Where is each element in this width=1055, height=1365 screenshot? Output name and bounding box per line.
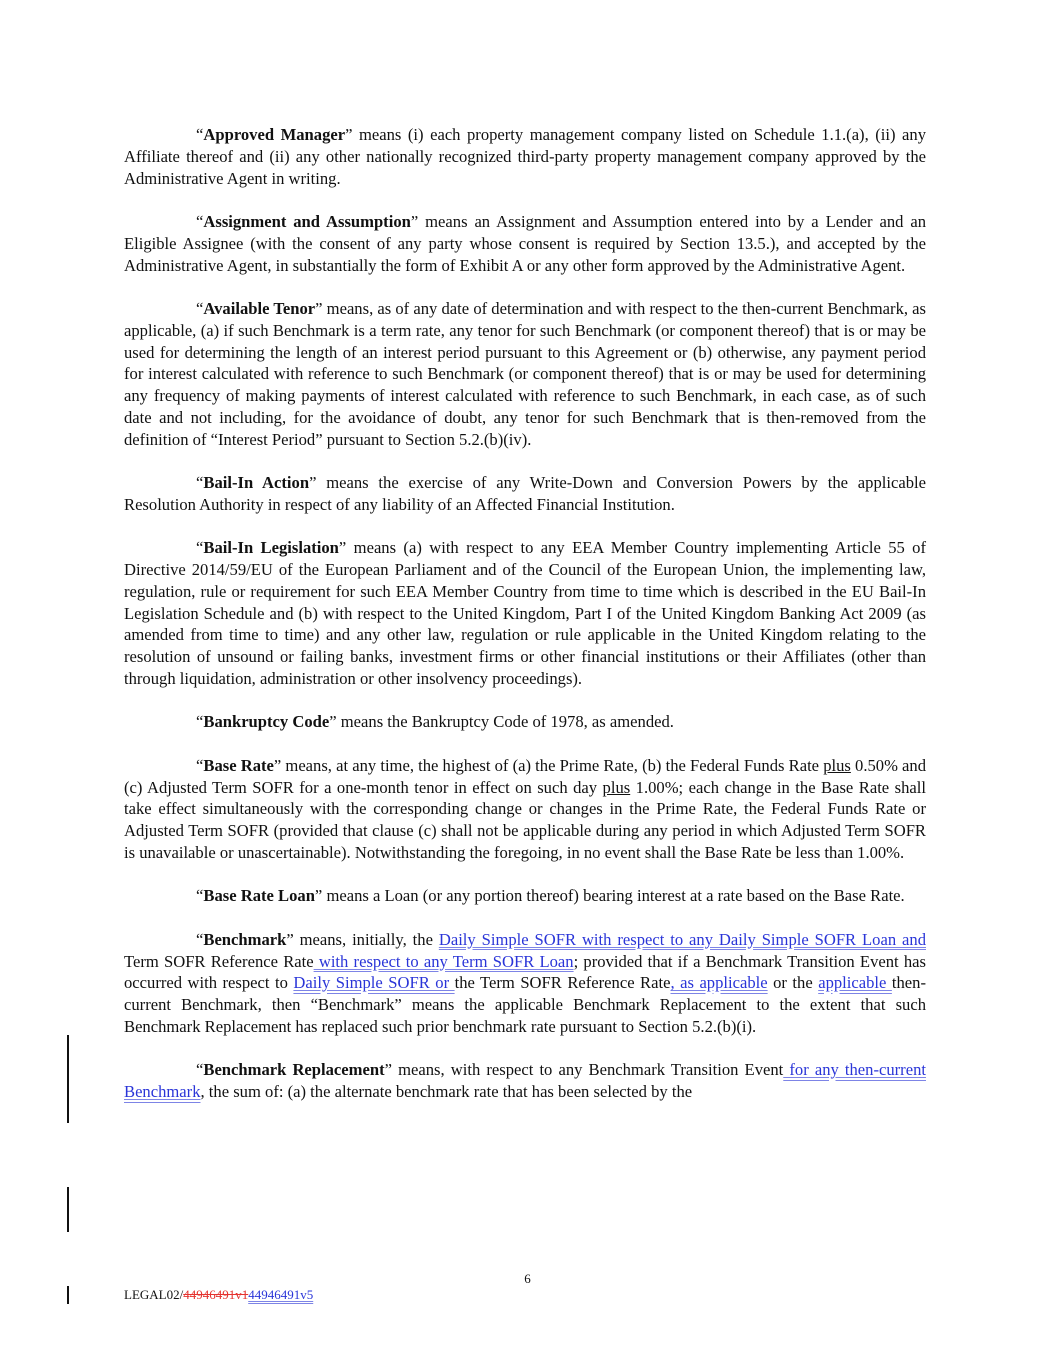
- definition-paragraph: [124, 755, 926, 864]
- close-quote: ”: [338, 538, 347, 558]
- defined-term: Benchmark Replacement: [203, 1060, 385, 1080]
- definition-paragraph: [124, 298, 926, 450]
- definition-text: means the exercise of any Write-Down and Conversion Powers by the applicable Resolution Authority in respect of any liability of an Affected Financial Institution.: [124, 473, 926, 514]
- open-quote: “: [196, 755, 204, 775]
- definition-text: means, as of any date of determination and with respect to the then-current Benchmark, as applicable, (a) if such Benchmark is a term rate, any tenor for such Benchmark (or component thereof) that is or may be used for determining the length of an interest period pursuant to this Agreement or (b) otherwise, any payment period for interest calculated with reference to such Benchmark (or component thereof) that is or may be used for determining any frequency of making payments of interest calculated with reference to such Benchmark, in each case, as of such date and not including, for the avoidance of doubt, any tenor for such Benchmark that is then-removed from the definition of “Interest Period” pursuant to Section 5.2.(b)(iv).: [124, 299, 927, 449]
- deleted-document-id: 44946491v1: [183, 1287, 249, 1302]
- change-bar: [67, 1035, 69, 1123]
- inserted-text: applicable: [818, 973, 892, 993]
- open-quote: “: [196, 299, 204, 318]
- definition-paragraph: [124, 472, 926, 516]
- definition-paragraph: [124, 211, 926, 276]
- defined-term: Benchmark: [203, 929, 287, 949]
- open-quote: “: [196, 473, 204, 492]
- defined-term: Bail-In Legislation: [203, 538, 339, 558]
- close-quote: ”: [286, 929, 294, 949]
- close-quote: ”: [314, 886, 323, 906]
- definition-text: or the: [767, 973, 819, 993]
- inserted-text: Daily Simple SOFR with respect to any Daily Simple SOFR Loan and: [438, 929, 926, 949]
- close-quote: ”: [345, 125, 353, 144]
- close-quote: ”: [309, 473, 317, 492]
- definition-text: then-current Benchmark, then “Benchmark” means the applicable Benchmark Replacement to the extent that such Benchmark Replacement has replaced such prior benchmark rate pursuant to Section 5.2.(b)(i).: [124, 973, 926, 1036]
- definition-text: Term SOFR Reference Rate: [124, 951, 314, 971]
- definition-text: means (i) each property management company listed on Schedule 1.1.(a), (ii) any Affiliate thereof and (ii) any other nationally recognized third-party property management company approved by the Administrative Agent in writing.: [124, 125, 926, 188]
- defined-term: Base Rate: [203, 755, 274, 775]
- definition-text: ; provided that if a Benchmark Transition Event has occurred with respect to: [124, 951, 926, 993]
- change-bar: [67, 1187, 69, 1232]
- definition-paragraph: [124, 929, 926, 1038]
- page-number: 6: [524, 1271, 531, 1286]
- close-quote: ”: [410, 212, 419, 231]
- definition-paragraph: [124, 885, 926, 907]
- definition-text: means, at any time, the highest of (a) the Prime Rate, (b) the Federal Funds Rate: [281, 755, 824, 775]
- definition-text: means a Loan (or any portion thereof) bearing interest at a rate based on the Base Rate.: [322, 886, 905, 906]
- inserted-text: for any then-current Benchmark: [124, 1060, 926, 1101]
- definition-paragraph: [124, 711, 926, 733]
- defined-term: Bankruptcy Code: [203, 712, 330, 732]
- defined-term: Assignment and Assumption: [203, 212, 411, 231]
- definition-paragraph: [124, 124, 926, 189]
- defined-term: Available Tenor: [203, 299, 316, 318]
- open-quote: “: [196, 929, 204, 949]
- inserted-text: with respect to any Term SOFR Loan: [313, 951, 574, 971]
- definition-text: means an Assignment and Assumption entered into by a Lender and an Eligible Assignee (with the consent of any party whose consent is required by Section 13.5.), and accepted by the Administrative Agent, in substantially the form of Exhibit A or any other form approved by the Administrative Agent.: [124, 212, 927, 275]
- definition-text: 0.50% and (c) Adjusted Term SOFR for a one-month tenor in effect on such day: [124, 755, 926, 797]
- definition-text: means the Bankruptcy Code of 1978, as amended.: [336, 712, 674, 732]
- close-quote: ”: [315, 299, 323, 318]
- open-quote: “: [196, 212, 204, 231]
- definition-text: , the sum of: (a) the alternate benchmark rate that has been selected by the: [200, 1082, 693, 1101]
- close-quote: ”: [273, 755, 282, 775]
- defined-term: Bail-In Action: [203, 473, 310, 492]
- document-id-prefix: LEGAL02/: [124, 1287, 184, 1302]
- open-quote: “: [196, 886, 204, 906]
- definition-text: the Term SOFR Reference Rate: [454, 973, 671, 993]
- close-quote: ”: [384, 1060, 392, 1080]
- definition-text: means, initially, the: [293, 929, 439, 949]
- open-quote: “: [196, 125, 204, 144]
- definition-text: 1.00%; each change in the Base Rate shall take effect simultaneously with the corresponding change or changes in the Prime Rate, the Federal Funds Rate or Adjusted Term SOFR (provided that clause (c) shall not be applicable during any period in which Adjusted Term SOFR is unavailable or unascertainable). Notwithstanding the foregoing, in no event shall the Base Rate be less than 1.00%.: [124, 777, 926, 862]
- change-bar: [67, 1286, 69, 1304]
- definition-text: means (a) with respect to any EEA Member Country implementing Article 55 of Directive 2014/59/EU of the European Parliament and of the Council of the European Union, the implementing law, regulation, rule or requirement for such EEA Member Country from time to time which is described in the EU Bail-In Legislation Schedule and (b) with respect to the United Kingdom, Part I of the United Kingdom Banking Act 2009 (as amended from time to time) and any other law, regulation or rule applicable in the United Kingdom relating to the resolution of unsound or failing banks, investment firms or other financial institutions or their Affiliates (other than through liquidation, administration or other insolvency proceedings).: [124, 538, 927, 688]
- open-quote: “: [196, 712, 204, 732]
- underlined-text: plus: [602, 777, 631, 797]
- definition-text: means, with respect to any Benchmark Transition Event: [391, 1060, 784, 1080]
- inserted-text: Daily Simple SOFR or: [293, 973, 455, 993]
- open-quote: “: [196, 1060, 204, 1080]
- document-body: [124, 124, 926, 1125]
- inserted-document-id: 44946491v5: [248, 1287, 314, 1302]
- underlined-text: plus: [823, 755, 851, 775]
- defined-term: Approved Manager: [203, 125, 346, 144]
- close-quote: ”: [329, 712, 337, 732]
- document-id: [124, 1287, 313, 1303]
- defined-term: Base Rate Loan: [203, 886, 315, 906]
- definition-paragraph: [124, 537, 926, 689]
- inserted-text: , as applicable: [670, 973, 768, 993]
- definition-paragraph: [124, 1059, 926, 1103]
- open-quote: “: [196, 538, 204, 558]
